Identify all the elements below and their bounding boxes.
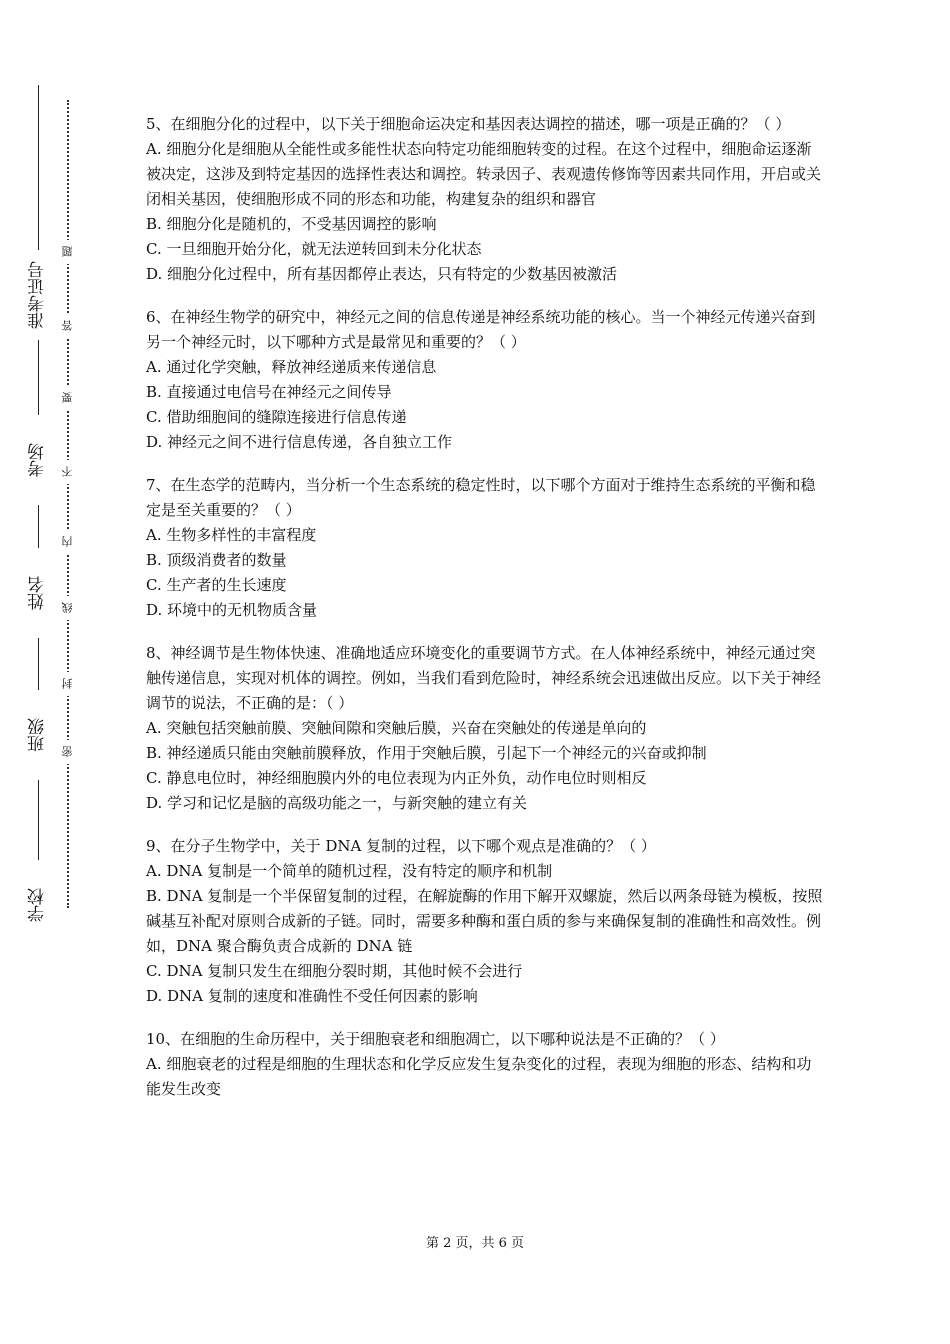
option-d: D. 环境中的无机物质含量 bbox=[146, 601, 318, 619]
seal-char: 不 bbox=[58, 460, 78, 484]
option-a: A. 突触包括突触前膜、突触间隙和突触后膜，兴奋在突触处的传递是单向的 bbox=[146, 719, 647, 737]
label-class: 班级 bbox=[22, 690, 54, 780]
seal-char: 题 bbox=[58, 240, 78, 264]
binding-margin bbox=[0, 0, 100, 1344]
label-exam-room: 考场 bbox=[22, 415, 54, 505]
option-d: D. 神经元之间不进行信息传递，各自独立工作 bbox=[146, 433, 453, 451]
option-b: B. 顶级消费者的数量 bbox=[146, 551, 287, 569]
question-9 bbox=[146, 834, 826, 1009]
question-5 bbox=[146, 112, 826, 287]
question-8 bbox=[146, 641, 826, 816]
question-6 bbox=[146, 305, 826, 455]
option-b: B. 细胞分化是随机的，不受基因调控的影响 bbox=[146, 215, 437, 233]
seal-char: 内 bbox=[58, 530, 78, 554]
option-a: A. 细胞分化是细胞从全能性或多能性状态向特定功能细胞转变的过程。在这个过程中，细胞命运逐渐被决定，这涉及到特定基因的选择性表达和调控。转录因子、表观遗传修饰等因素共同作用，开启或关闭相关基因，使细胞形成不同的形态和功能，构建复杂的组织和器官 bbox=[146, 140, 822, 208]
binding-dotted-line bbox=[67, 100, 69, 908]
question-7 bbox=[146, 473, 826, 623]
option-c: C. DNA 复制只发生在细胞分裂时期，其他时候不会进行 bbox=[146, 962, 523, 980]
label-name: 姓名 bbox=[22, 548, 54, 638]
label-exam-number: 准考证号 bbox=[22, 250, 54, 340]
option-c: C. 静息电位时，神经细胞膜内外的电位表现为内正外负，动作电位时则相反 bbox=[146, 769, 647, 787]
option-d: D. DNA 复制的速度和准确性不受任何因素的影响 bbox=[146, 987, 478, 1005]
question-10 bbox=[146, 1027, 826, 1102]
option-a: A. 细胞衰老的过程是细胞的生理状态和化学反应发生复杂变化的过程，表现为细胞的形态、结构和功能发生改变 bbox=[146, 1055, 812, 1098]
question-stem: 5、在细胞分化的过程中，以下关于细胞命运决定和基因表达调控的描述，哪一项是正确的？（ ） bbox=[146, 115, 791, 133]
seal-char: 要 bbox=[58, 386, 78, 410]
option-a: A. DNA 复制是一个简单的随机过程，没有特定的顺序和机制 bbox=[146, 862, 553, 880]
question-list bbox=[146, 112, 826, 1120]
option-d: D. 细胞分化过程中，所有基因都停止表达，只有特定的少数基因被激活 bbox=[146, 265, 618, 283]
question-stem: 9、在分子生物学中，关于 DNA 复制的过程，以下哪个观点是准确的？（ ） bbox=[146, 837, 656, 855]
binding-solid-line bbox=[38, 85, 39, 925]
option-c: C. 生产者的生长速度 bbox=[146, 576, 287, 594]
seal-char: 密 bbox=[58, 740, 78, 764]
option-c: C. 借助细胞间的缝隙连接进行信息传递 bbox=[146, 408, 407, 426]
seal-char: 答 bbox=[58, 314, 78, 338]
question-stem: 6、在神经生物学的研究中，神经元之间的信息传递是神经系统功能的核心。当一个神经元传递兴奋到另一个神经元时，以下哪种方式是最常见和重要的？（ ） bbox=[146, 308, 816, 351]
question-stem: 8、神经调节是生物体快速、准确地适应环境变化的重要调节方式。在人体神经系统中，神经元通过突触传递信息，实现对机体的调控。例如，当我们看到危险时，神经系统会迅速做出反应。以下关于神经调节的说法，不正确的是：（ ） bbox=[146, 644, 822, 712]
option-b: B. 神经递质只能由突触前膜释放，作用于突触后膜，引起下一个神经元的兴奋或抑制 bbox=[146, 744, 707, 762]
seal-char: 线 bbox=[58, 596, 78, 620]
option-b: B. 直接通过电信号在神经元之间传导 bbox=[146, 383, 392, 401]
option-c: C. 一旦细胞开始分化，就无法逆转回到未分化状态 bbox=[146, 240, 482, 258]
option-a: A. 生物多样性的丰富程度 bbox=[146, 526, 317, 544]
option-b: B. DNA 复制是一个半保留复制的过程，在解旋酶的作用下解开双螺旋，然后以两条母链为模板，按照碱基互补配对原则合成新的子链。同时，需要多种酶和蛋白质的参与来确保复制的准确性和高效性。例如，DNA 聚合酶负责合成新的 DNA 链 bbox=[146, 887, 823, 955]
label-school: 学校 bbox=[22, 860, 54, 950]
option-d: D. 学习和记忆是脑的高级功能之一，与新突触的建立有关 bbox=[146, 794, 528, 812]
question-stem: 7、在生态学的范畴内，当分析一个生态系统的稳定性时，以下哪个方面对于维持生态系统的平衡和稳定是至关重要的？（ ） bbox=[146, 476, 816, 519]
seal-char: 封 bbox=[58, 672, 78, 696]
question-stem: 10、在细胞的生命历程中，关于细胞衰老和细胞凋亡，以下哪种说法是不正确的？（ ） bbox=[146, 1030, 725, 1048]
page-number: 第 2 页，共 6 页 bbox=[425, 1236, 525, 1251]
option-a: A. 通过化学突触，释放神经递质来传递信息 bbox=[146, 358, 437, 376]
